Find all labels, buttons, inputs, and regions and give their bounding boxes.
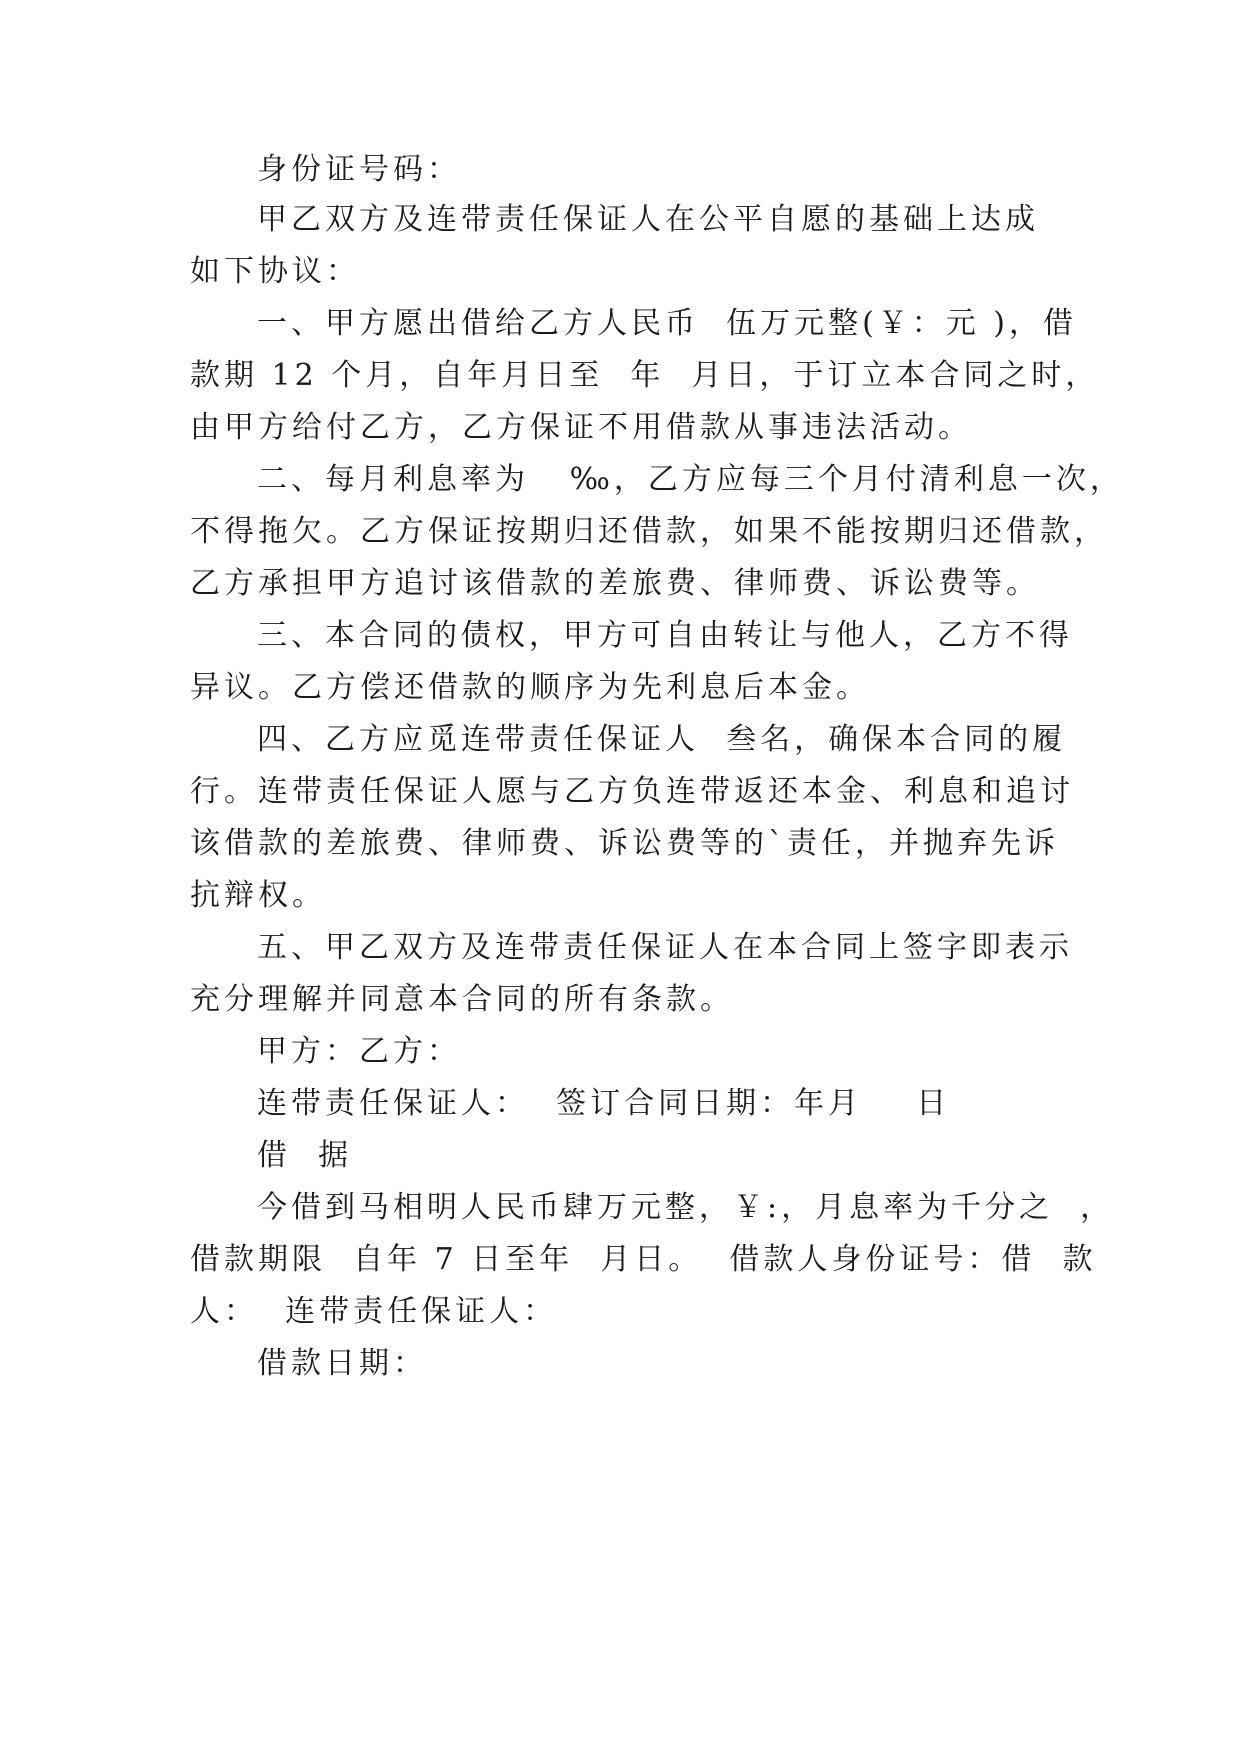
- signature-parties: 甲方：乙方：: [257, 1034, 461, 1069]
- clause-2-line-3: 乙方承担甲方追讨该借款的差旅费、律师费、诉讼费等。: [190, 566, 1040, 601]
- clause-5-line-1: 五、甲乙双方及连带责任保证人在本合同上签字即表示: [257, 930, 1073, 965]
- receipt-title: 借 据: [257, 1138, 353, 1173]
- intro-line-2: 如下协议：: [190, 254, 360, 289]
- signature-guarantor-date: 连带责任保证人： 签订合同日期：年月 日: [257, 1086, 951, 1121]
- receipt-line-2: 借款期限 自年 7 日至年 月日。 借款人身份证号：借 款: [190, 1242, 1097, 1277]
- clause-1-line-2: 款期 12 个月，自年月日至 年 月日，于订立本合同之时，: [190, 358, 1100, 393]
- intro-line-1: 甲乙双方及连带责任保证人在公平自愿的基础上达成: [257, 202, 1039, 237]
- clause-4-line-1: 四、乙方应觅连带责任保证人 叁名，确保本合同的履: [257, 722, 1067, 757]
- clause-3-line-1: 三、本合同的债权，甲方可自由转让与他人，乙方不得: [257, 618, 1073, 653]
- clause-4-line-2: 行。连带责任保证人愿与乙方负连带返还本金、利息和追讨: [190, 774, 1074, 809]
- clause-1-line-3: 由甲方给付乙方，乙方保证不用借款从事违法活动。: [190, 410, 972, 445]
- clause-2-line-1: 二、每月利息率为 ‰，乙方应每三个月付清利息一次，: [257, 462, 1124, 497]
- receipt-line-1: 今借到马相明人民币肆万元整，￥:，月息率为千分之 ，: [257, 1190, 1115, 1225]
- clause-1-line-1: 一、甲方愿出借给乙方人民币 伍万元整(￥：元 )，借: [257, 306, 1078, 341]
- id-number-label: 身份证号码：: [257, 152, 461, 187]
- clause-5-line-2: 充分理解并同意本合同的所有条款。: [190, 982, 734, 1017]
- clause-4-line-3: 该借款的差旅费、律师费、诉讼费等的`责任，并抛弃先诉: [190, 826, 1059, 861]
- receipt-date-label: 借款日期：: [257, 1346, 427, 1381]
- receipt-line-3: 人： 连带责任保证人：: [190, 1294, 558, 1329]
- clause-3-line-2: 异议。乙方偿还借款的顺序为先利息后本金。: [190, 670, 870, 705]
- clause-2-line-2: 不得拖欠。乙方保证按期归还借款，如果不能按期归还借款，: [190, 514, 1108, 549]
- clause-4-line-4: 抗辩权。: [190, 878, 326, 913]
